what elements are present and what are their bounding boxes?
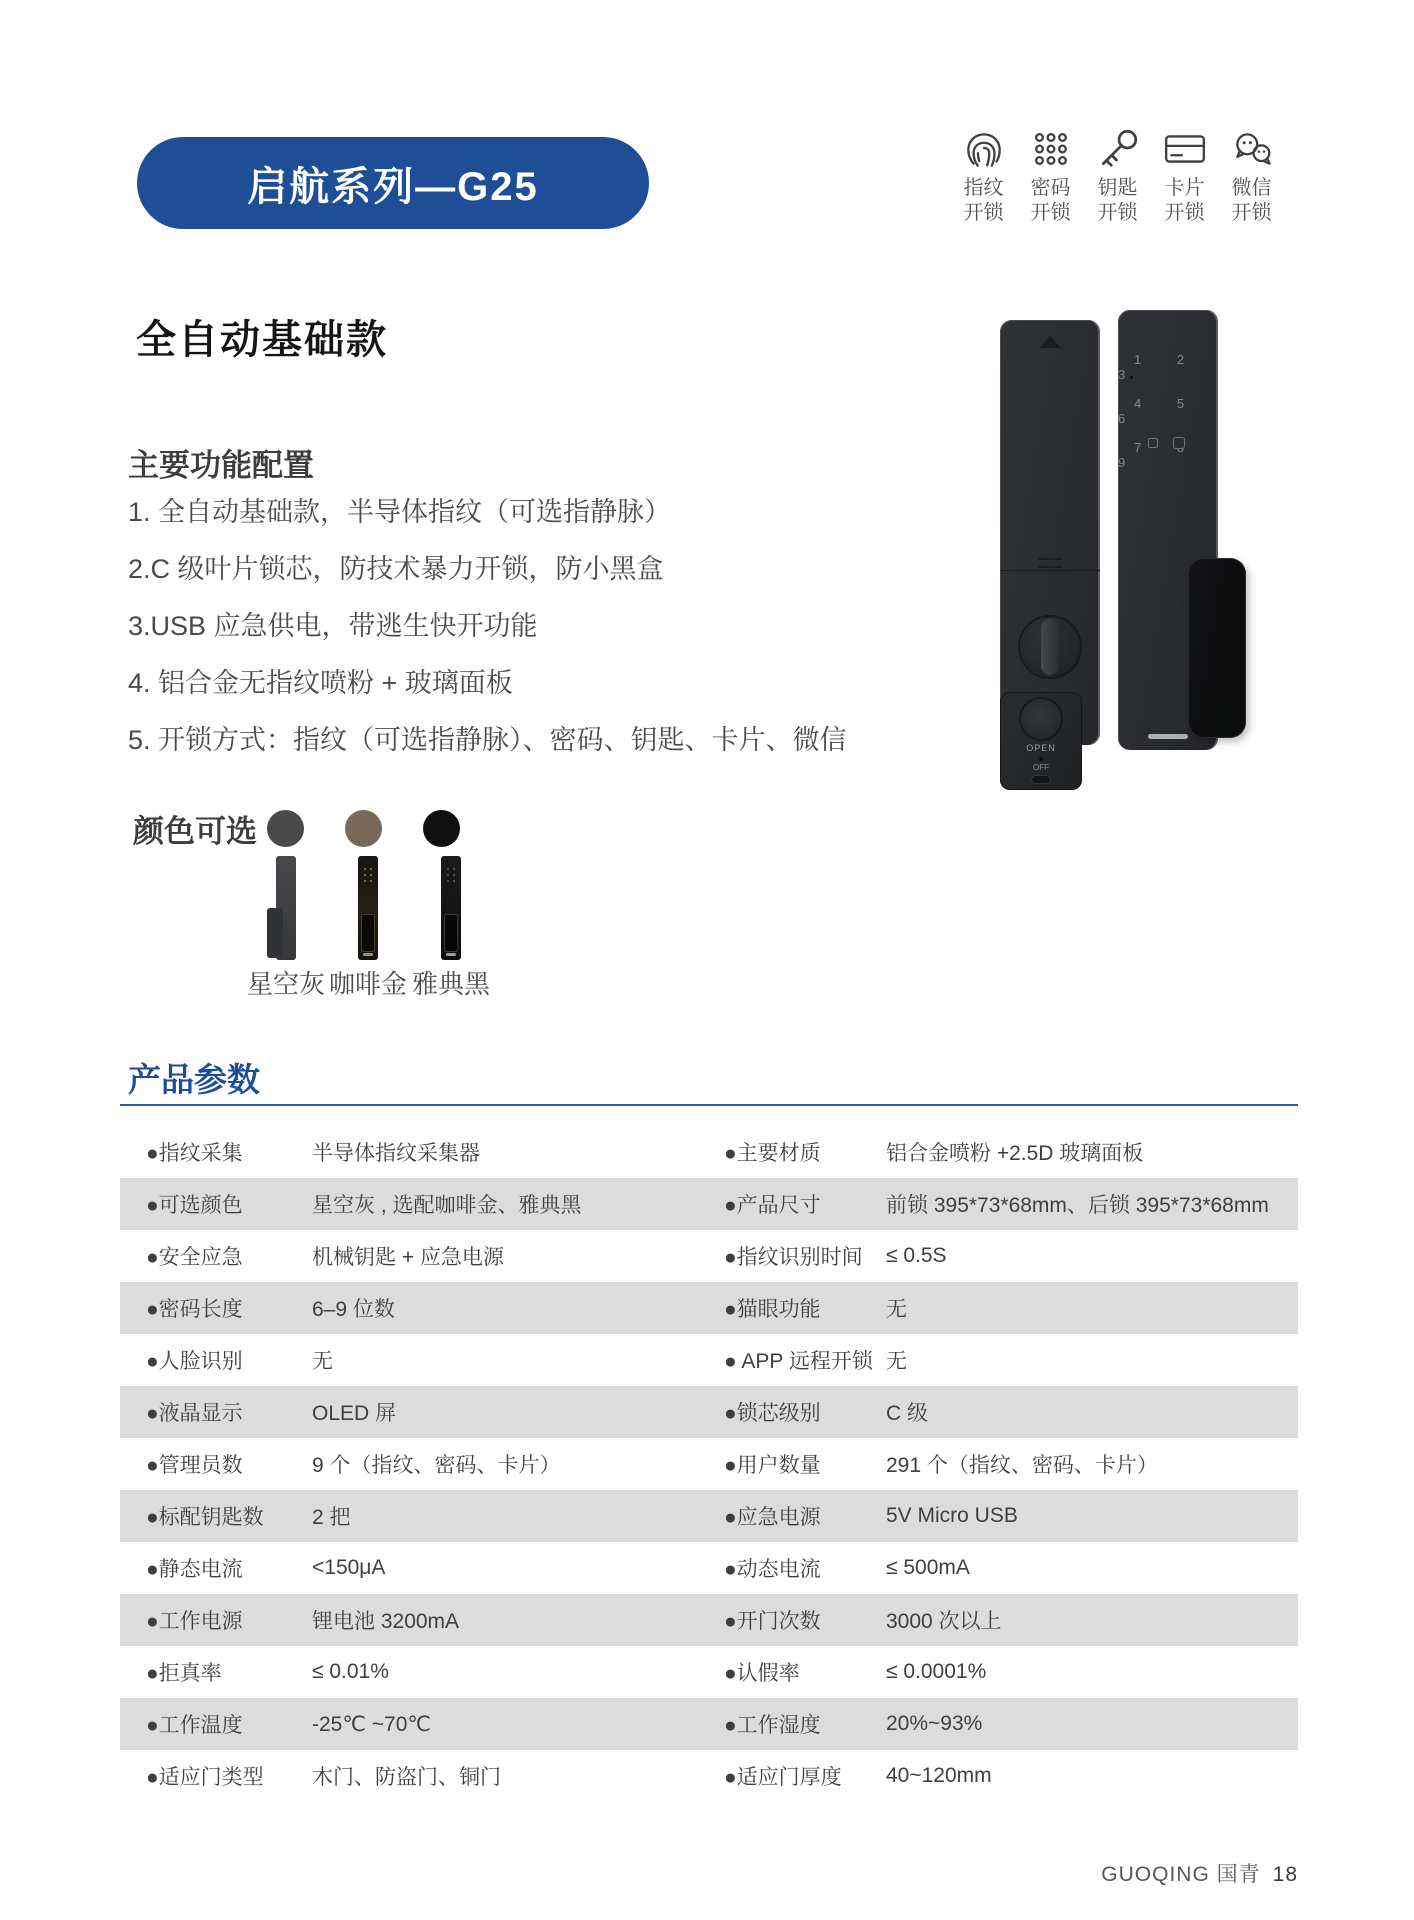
spec-row bbox=[120, 1646, 1298, 1698]
card-icon bbox=[1162, 126, 1208, 172]
rear-lock-image bbox=[1000, 320, 1100, 772]
unlock-method-wechat bbox=[1218, 126, 1285, 226]
spec-row bbox=[120, 1438, 1298, 1490]
keypad-icon bbox=[1028, 126, 1074, 172]
spec-value-left: 锂电池 3200mA bbox=[312, 1610, 460, 1633]
spec-label-left: ●密码长度 bbox=[146, 1298, 243, 1321]
spec-label-left: ●指纹采集 bbox=[146, 1142, 243, 1165]
feature-item: 3.USB 应急供电，带逃生快开功能 bbox=[128, 611, 538, 641]
indicator-dot bbox=[1039, 757, 1043, 761]
toggle-switch bbox=[1031, 775, 1051, 784]
spec-value-left: -25℃ ~70℃ bbox=[312, 1712, 431, 1736]
lock-thumbnail-gray bbox=[276, 856, 296, 960]
unlock-label-line2: 开锁 bbox=[963, 202, 1004, 224]
spec-label-left: ●适应门类型 bbox=[146, 1766, 264, 1789]
lock-thumbnail-coffee bbox=[358, 856, 378, 960]
color-dot-black bbox=[423, 810, 460, 847]
lock-thumbnail-keypad bbox=[447, 868, 449, 870]
spec-row bbox=[120, 1386, 1298, 1438]
spec-label-left: ●静态电流 bbox=[146, 1558, 243, 1581]
spec-value-left: 半导体指纹采集器 bbox=[312, 1142, 480, 1165]
specs-heading: 产品参数 bbox=[128, 1061, 260, 1098]
unlock-method-fingerprint bbox=[950, 126, 1017, 226]
spec-value-right: 20%~93% bbox=[886, 1712, 983, 1735]
unlock-label-line1: 指纹 bbox=[963, 177, 1004, 199]
feature-item: 1. 全自动基础款，半导体指纹（可选指静脉） bbox=[128, 497, 672, 527]
spec-label-left: ●工作温度 bbox=[146, 1714, 243, 1737]
spec-label-left: ●工作电源 bbox=[146, 1610, 243, 1633]
keypad-row: 1 2 3 bbox=[1118, 352, 1201, 382]
spec-label-right: ●用户数量 bbox=[724, 1454, 821, 1477]
lock-thumbnail-handle bbox=[361, 914, 375, 952]
usb-slot bbox=[1148, 734, 1188, 739]
off-label: OFF bbox=[1033, 763, 1049, 772]
spec-label-left: ●拒真率 bbox=[146, 1662, 222, 1685]
product-photo bbox=[985, 300, 1275, 780]
unlock-label bbox=[1031, 176, 1071, 226]
spec-row bbox=[120, 1594, 1298, 1646]
spec-label-right: ●猫眼功能 bbox=[724, 1298, 821, 1321]
parting-mark bbox=[1038, 558, 1062, 568]
unlock-label-line2: 开锁 bbox=[1231, 202, 1272, 224]
keypad-display bbox=[1118, 352, 1218, 470]
spec-value-left: OLED 屏 bbox=[312, 1402, 397, 1425]
specs-underline bbox=[120, 1104, 1298, 1106]
unlock-label-line1: 钥匙 bbox=[1097, 177, 1138, 199]
spec-label-left: ●标配钥匙数 bbox=[146, 1506, 264, 1529]
unlock-label-line2: 开锁 bbox=[1030, 202, 1071, 224]
series-banner bbox=[137, 137, 649, 229]
lock-thumbnail-body bbox=[358, 856, 378, 960]
spec-label-left: ●安全应急 bbox=[146, 1246, 243, 1269]
spec-row bbox=[120, 1282, 1298, 1334]
series-title: 启航系列—G25 bbox=[247, 164, 539, 209]
spec-label-left: ●液晶显示 bbox=[146, 1402, 243, 1425]
unlock-label bbox=[1232, 176, 1272, 226]
page-number: 18 bbox=[1272, 1863, 1298, 1886]
color-dot-coffee bbox=[345, 810, 382, 847]
spec-value-right: ≤ 500mA bbox=[886, 1556, 970, 1579]
spec-row bbox=[120, 1334, 1298, 1386]
open-button-label: OPEN bbox=[1026, 743, 1056, 753]
page-footer bbox=[1101, 1858, 1298, 1888]
spec-row bbox=[120, 1698, 1298, 1750]
swatch-label-coffee: 咖啡金 bbox=[328, 969, 407, 999]
spec-label-right: ●锁芯级别 bbox=[724, 1402, 821, 1425]
lock-thumbnail-box bbox=[267, 908, 283, 958]
swatch-label-gray: 星空灰 bbox=[246, 969, 325, 999]
spec-value-right: 前锁 395*73*68mm、后锁 395*73*68mm bbox=[886, 1194, 1269, 1217]
rear-lock-box bbox=[1000, 692, 1082, 790]
spec-value-right: 无 bbox=[886, 1350, 907, 1373]
spec-row bbox=[120, 1178, 1298, 1230]
features-heading: 主要功能配置 bbox=[128, 448, 314, 483]
spec-value-left: 2 把 bbox=[312, 1506, 351, 1529]
spec-row bbox=[120, 1750, 1298, 1802]
swatch-label-black: 雅典黑 bbox=[411, 969, 490, 999]
lock-thumbnail-body bbox=[276, 856, 296, 960]
spec-value-right: 40~120mm bbox=[886, 1764, 992, 1787]
model-title: 全自动基础款 bbox=[136, 317, 388, 362]
spec-value-right: 3000 次以上 bbox=[886, 1610, 1002, 1633]
spec-value-left: 星空灰 , 选配咖啡金、雅典黑 bbox=[312, 1194, 582, 1217]
unlock-label-line1: 密码 bbox=[1030, 177, 1071, 199]
unlock-methods bbox=[950, 126, 1285, 226]
feature-item: 4. 铝合金无指纹喷粉 + 玻璃面板 bbox=[128, 668, 513, 698]
lock-thumbnail-body bbox=[441, 856, 461, 960]
unlock-method-card bbox=[1151, 126, 1218, 226]
lock-thumbnail-slot bbox=[363, 953, 373, 956]
colors-heading: 颜色可选 bbox=[133, 814, 257, 849]
spec-value-right: 291 个（指纹、密码、卡片） bbox=[886, 1454, 1158, 1477]
spec-row bbox=[120, 1542, 1298, 1594]
wechat-icon bbox=[1229, 126, 1275, 172]
thumbturn-bar bbox=[1041, 619, 1059, 675]
lock-thumbnail-keypad bbox=[364, 868, 366, 870]
spec-label-right: ●应急电源 bbox=[724, 1506, 821, 1529]
unlock-label-line2: 开锁 bbox=[1164, 202, 1205, 224]
spec-label-right: ● APP 远程开锁 bbox=[724, 1350, 873, 1373]
spec-value-right: ≤ 0.5S bbox=[886, 1244, 947, 1267]
keypad-row: 4 5 6 bbox=[1118, 396, 1201, 426]
spec-label-right: ●认假率 bbox=[724, 1662, 800, 1685]
fingerprint-icon bbox=[961, 126, 1007, 172]
spec-label-right: ●动态电流 bbox=[724, 1558, 821, 1581]
spec-table bbox=[120, 1126, 1298, 1802]
spec-row bbox=[120, 1490, 1298, 1542]
spec-value-left: 机械钥匙 + 应急电源 bbox=[312, 1246, 504, 1269]
feature-item: 2.C 级叶片锁芯，防技术暴力开锁，防小黑盒 bbox=[128, 554, 664, 584]
spec-row bbox=[120, 1126, 1298, 1178]
unlock-method-password bbox=[1017, 126, 1084, 226]
unlock-label-line1: 卡片 bbox=[1164, 177, 1205, 199]
spec-value-right: C 级 bbox=[886, 1402, 928, 1425]
lock-thumbnail-handle bbox=[444, 914, 458, 952]
spec-label-left: ●人脸识别 bbox=[146, 1350, 243, 1373]
spec-value-right: 无 bbox=[886, 1298, 907, 1321]
unlock-method-key bbox=[1084, 126, 1151, 226]
key-icon bbox=[1095, 126, 1141, 172]
lock-thumbnail-slot bbox=[446, 953, 456, 956]
thumbturn-knob bbox=[1018, 615, 1082, 679]
feature-item: 5. 开锁方式：指纹（可选指静脉）、密码、钥匙、卡片、微信 bbox=[128, 725, 847, 755]
color-dots bbox=[267, 810, 460, 847]
spec-value-left: <150μA bbox=[312, 1556, 386, 1579]
spec-label-left: ●管理员数 bbox=[146, 1454, 243, 1477]
spec-value-right: ≤ 0.0001% bbox=[886, 1660, 987, 1683]
keypad-function-icons bbox=[1148, 438, 1158, 448]
keypad-row: 7 8 9 bbox=[1118, 440, 1201, 470]
features-list bbox=[128, 495, 847, 757]
lock-thumbnail-black bbox=[441, 856, 461, 960]
parting-line bbox=[1000, 570, 1100, 571]
spec-label-right: ●产品尺寸 bbox=[724, 1194, 821, 1217]
brand-name: GUOQING 国青 bbox=[1101, 1863, 1261, 1886]
spec-value-left: 9 个（指纹、密码、卡片） bbox=[312, 1454, 561, 1477]
unlock-label bbox=[1165, 176, 1205, 226]
spec-value-left: 6–9 位数 bbox=[312, 1298, 395, 1321]
open-button bbox=[1021, 699, 1061, 739]
spec-value-right: 5V Micro USB bbox=[886, 1504, 1018, 1527]
spec-value-left: 无 bbox=[312, 1350, 333, 1373]
spec-label-right: ●工作湿度 bbox=[724, 1714, 821, 1737]
unlock-label-line2: 开锁 bbox=[1097, 202, 1138, 224]
unlock-label bbox=[1098, 176, 1138, 226]
spec-label-right: ●开门次数 bbox=[724, 1610, 821, 1633]
spec-row bbox=[120, 1230, 1298, 1282]
spec-value-right: 铝合金喷粉 +2.5D 玻璃面板 bbox=[886, 1142, 1144, 1165]
color-dot-gray bbox=[267, 810, 304, 847]
spec-label-right: ●适应门厚度 bbox=[724, 1766, 842, 1789]
spec-label-right: ●主要材质 bbox=[724, 1142, 821, 1165]
spec-label-left: ●可选颜色 bbox=[146, 1194, 243, 1217]
spec-value-left: ≤ 0.01% bbox=[312, 1660, 389, 1683]
front-lock-handle bbox=[1188, 558, 1246, 738]
spec-value-left: 木门、防盗门、铜门 bbox=[312, 1766, 501, 1789]
triangle-mark-icon bbox=[1039, 336, 1061, 348]
spec-label-right: ●指纹识别时间 bbox=[724, 1246, 863, 1269]
unlock-label-line1: 微信 bbox=[1231, 177, 1272, 199]
unlock-label bbox=[964, 176, 1004, 226]
